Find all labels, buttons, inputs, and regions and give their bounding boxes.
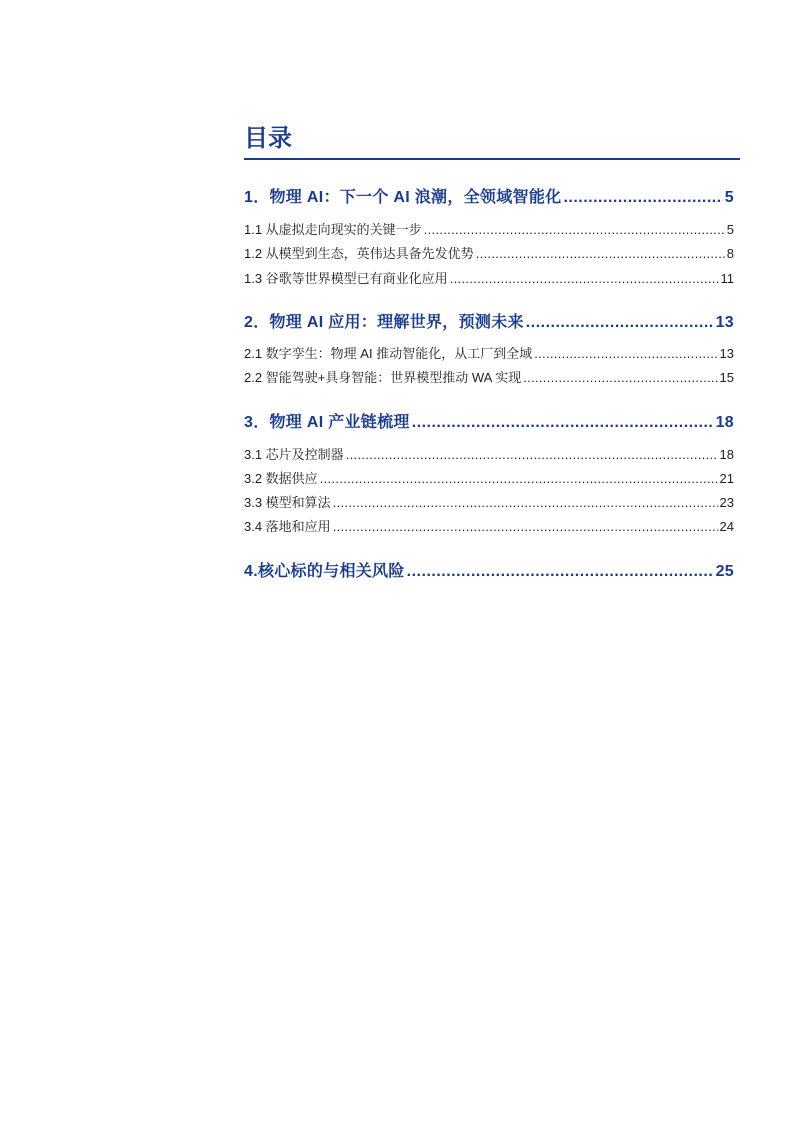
toc-item-3-1[interactable] (244, 444, 734, 463)
toc-page-number: 21 (719, 471, 734, 486)
toc-item-label: 3.4 落地和应用 (244, 519, 331, 534)
toc-section-label: 3．物理 AI 产业链梳理 (244, 414, 410, 431)
toc-section-2[interactable] (244, 309, 734, 332)
toc-item-3-3[interactable] (244, 492, 734, 511)
title-divider (244, 158, 740, 160)
toc-section-1[interactable] (244, 184, 734, 207)
toc-item-2-2[interactable] (244, 367, 734, 386)
toc-item-label: 2.1 数字孪生：物理 AI 推动智能化，从工厂到全域 (244, 346, 533, 361)
dot-leader (526, 314, 714, 332)
toc-item-label: 3.3 模型和算法 (244, 495, 331, 510)
toc-page-number: 11 (720, 271, 734, 286)
toc-item-1-3[interactable] (244, 268, 734, 287)
dot-leader (412, 414, 714, 432)
dot-leader (563, 189, 722, 207)
toc-page-number: 13 (719, 346, 734, 361)
dot-leader (450, 271, 719, 286)
dot-leader (476, 246, 725, 261)
toc-page-number: 5 (726, 222, 734, 237)
toc-section-label: 1．物理 AI：下一个 AI 浪潮，全领域智能化 (244, 189, 562, 206)
dot-leader (333, 519, 718, 534)
toc-item-label: 2.2 智能驾驶+具身智能：世界模型推动 WA 实现 (244, 370, 522, 385)
dot-leader (534, 346, 717, 361)
toc-page-number: 13 (715, 314, 734, 331)
toc-page-number: 18 (715, 414, 734, 431)
toc-title: 目录 (244, 125, 292, 152)
toc-item-1-1[interactable] (244, 219, 734, 238)
toc-item-3-2[interactable] (244, 468, 734, 487)
toc-item-1-2[interactable] (244, 243, 734, 262)
dot-leader (333, 495, 718, 510)
toc-section-label: 4.核心标的与相关风险 (244, 563, 405, 580)
toc-section-3[interactable] (244, 409, 734, 432)
toc-item-label: 1.1 从虚拟走向现实的关键一步 (244, 222, 422, 237)
toc-section-4[interactable] (244, 558, 734, 581)
toc-page-number: 15 (719, 370, 734, 385)
toc-item-label: 3.1 芯片及控制器 (244, 447, 344, 462)
toc-page-number: 24 (719, 519, 734, 534)
toc-page-number: 23 (719, 495, 734, 510)
toc-section-label: 2．物理 AI 应用：理解世界，预测未来 (244, 314, 524, 331)
dot-leader (407, 563, 714, 581)
dot-leader (523, 370, 717, 385)
toc-item-label: 1.2 从模型到生态，英伟达具备先发优势 (244, 246, 474, 261)
dot-leader (346, 447, 718, 462)
toc-item-label: 3.2 数据供应 (244, 471, 318, 486)
toc-page-number: 25 (715, 563, 734, 580)
toc-page-number: 8 (726, 246, 734, 261)
dot-leader (424, 222, 725, 237)
toc-item-label: 1.3 谷歌等世界模型已有商业化应用 (244, 271, 448, 286)
dot-leader (320, 471, 718, 486)
toc-item-3-4[interactable] (244, 516, 734, 535)
toc-page-number: 5 (724, 189, 734, 206)
toc-page-number: 18 (719, 447, 734, 462)
toc-item-2-1[interactable] (244, 343, 734, 362)
